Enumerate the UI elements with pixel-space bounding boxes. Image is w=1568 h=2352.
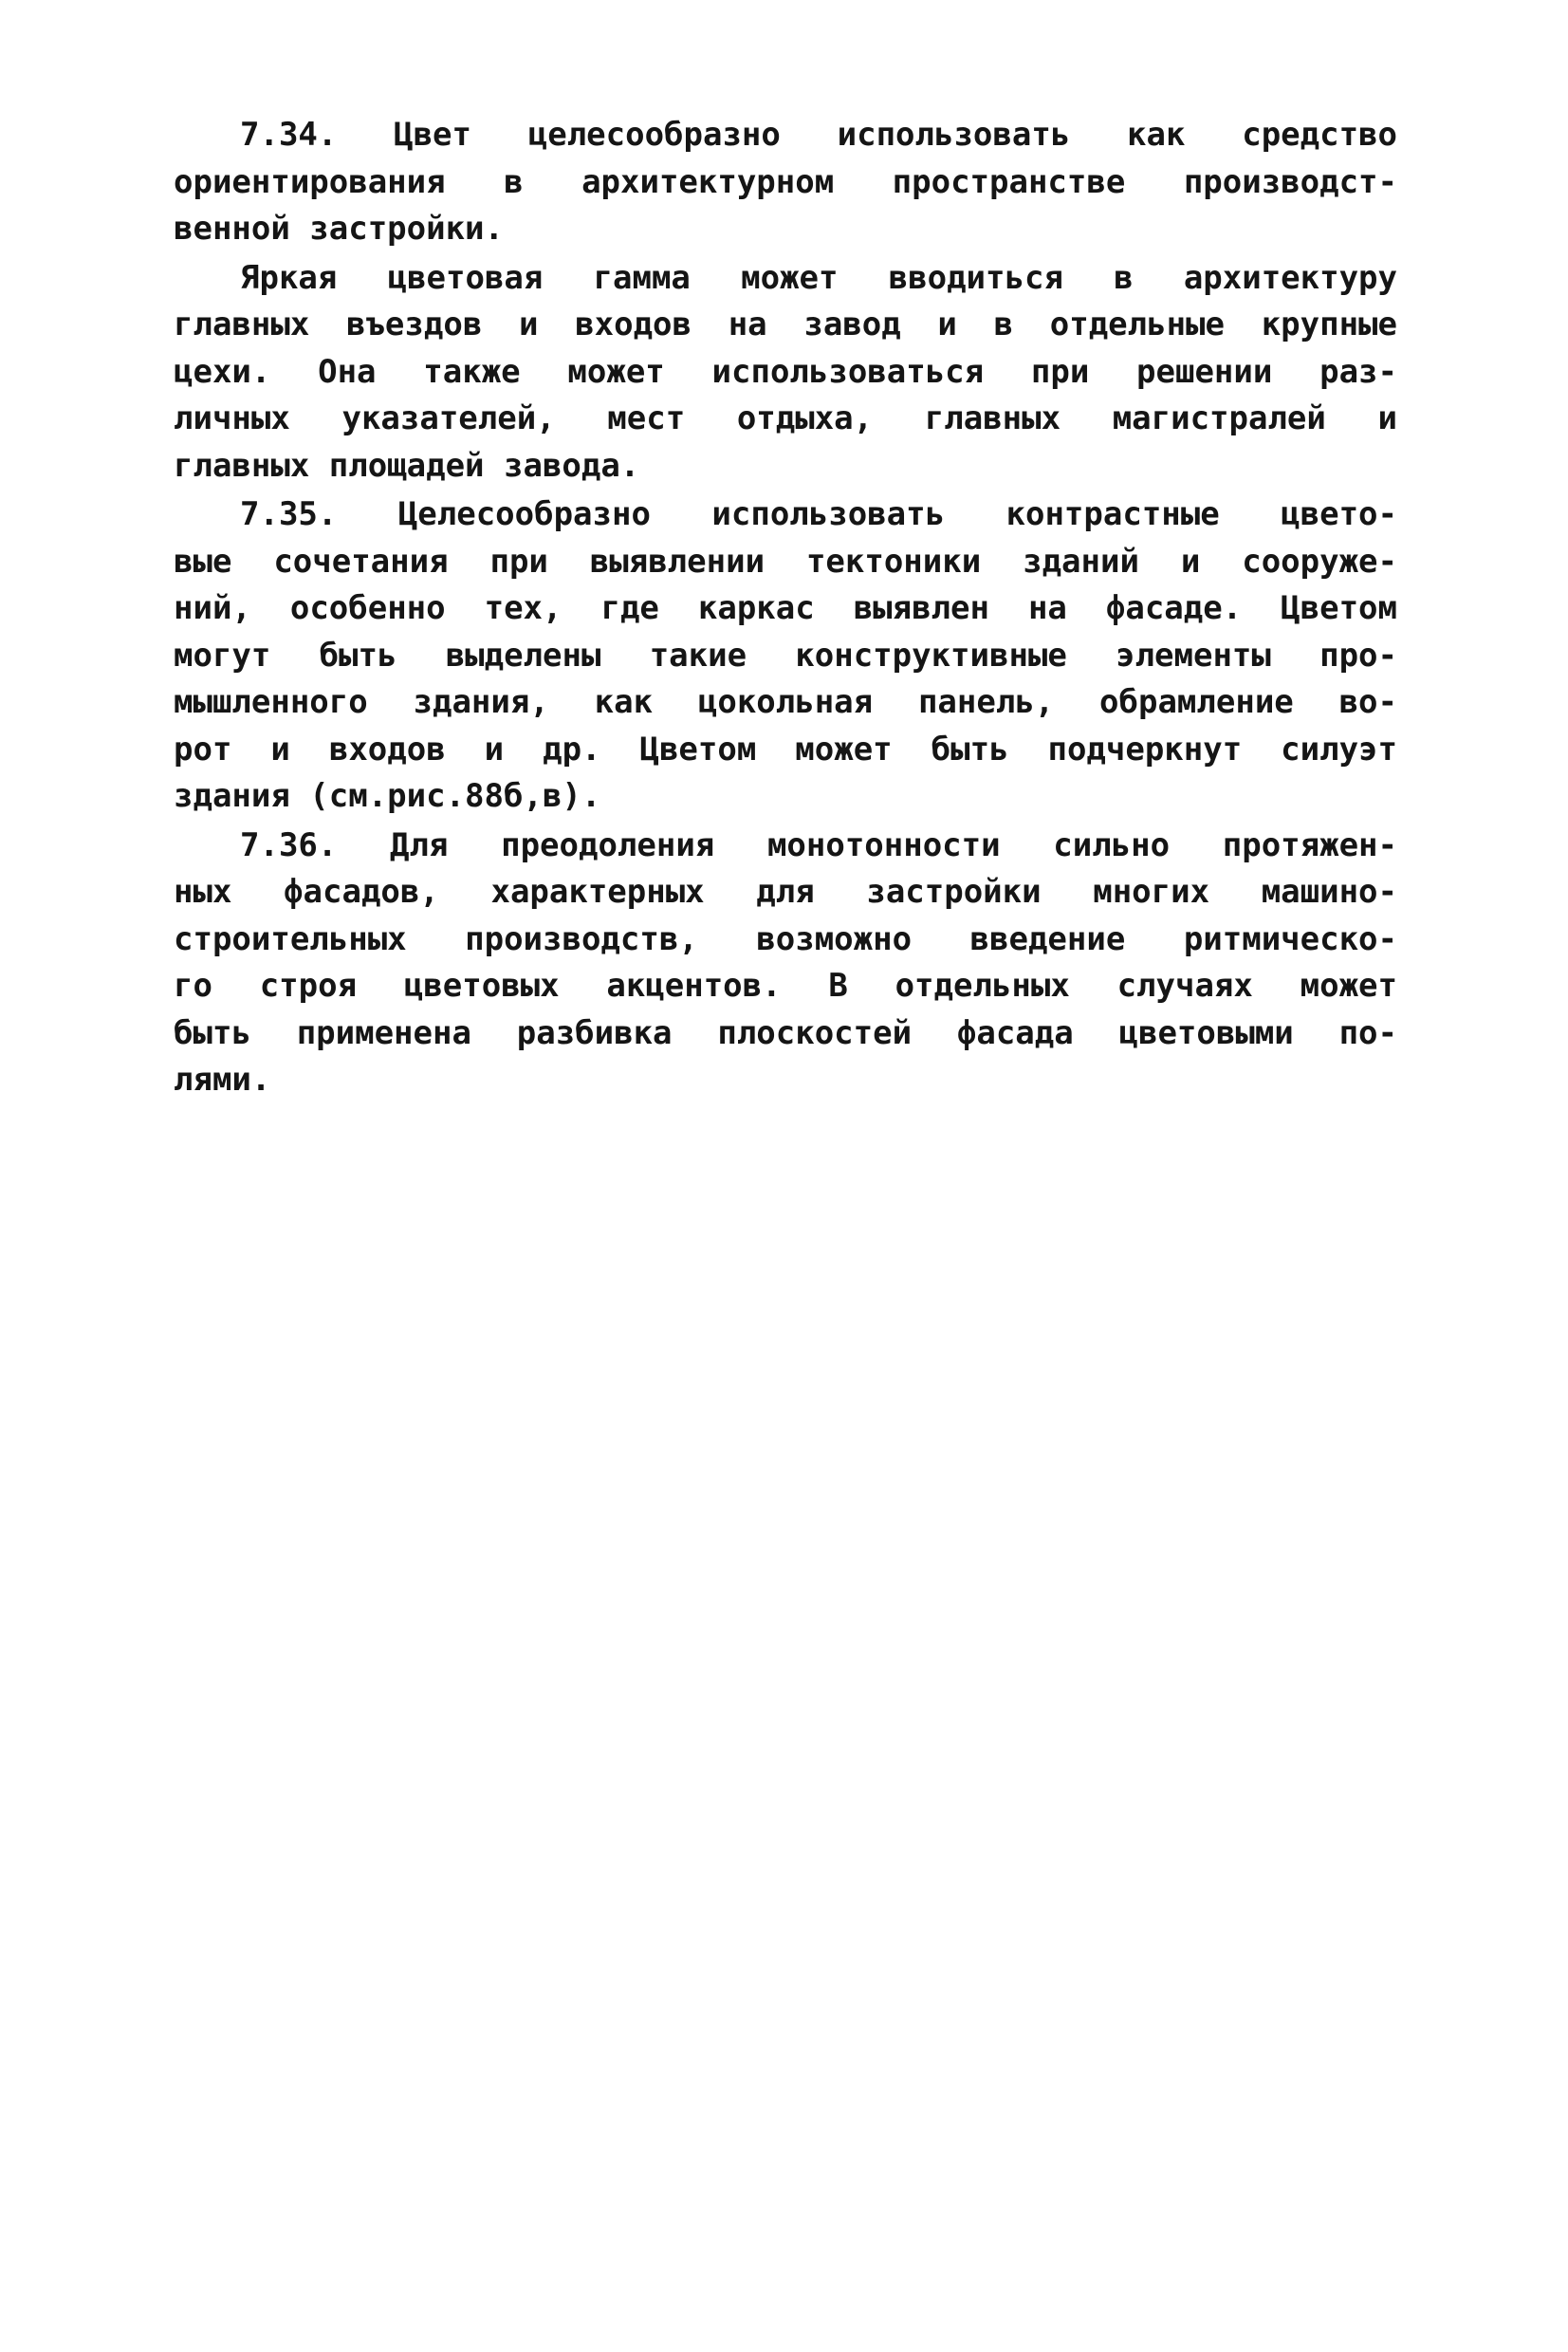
text-line: вые сочетания при выявлении тектоники зданий и сооруже- xyxy=(174,542,1397,581)
text-line: 7.34. Цвет целесообразно использовать как средство xyxy=(240,116,1397,154)
paragraph-7-36 xyxy=(174,823,1397,1104)
text-line: 7.35. Целесообразно использовать контрастные цвето- xyxy=(240,495,1397,533)
text-line: здания (см.рис.88б,в). xyxy=(174,777,601,815)
paragraph-7-34 xyxy=(174,112,1397,253)
text-line: 7.36. Для преодоления монотонности сильно протяжен- xyxy=(240,825,1397,864)
text-line: ориентирования в архитектурном пространстве производст- xyxy=(174,162,1397,201)
paragraph-7-35 xyxy=(174,491,1397,821)
body-text xyxy=(174,112,1397,1106)
text-line: главных въездов и входов на завод и в отдельные крупные xyxy=(174,306,1397,343)
text-line: личных указателей, мест отдыха, главных магистралей и xyxy=(174,399,1397,437)
text-line: цехи. Она также может использоваться при решении раз- xyxy=(174,352,1397,391)
text-line: Яркая цветовая гамма может вводиться в архитектуру xyxy=(240,258,1397,297)
text-line: мышленного здания, как цокольная панель, обрамление во- xyxy=(174,683,1397,721)
text-line: лями. xyxy=(174,1061,271,1099)
text-line: могут быть выделены такие конструктивные элементы про- xyxy=(174,636,1397,675)
text-line: главных площадей завода. xyxy=(174,446,640,485)
text-line: ных фасадов, характерных для застройки многих машино- xyxy=(174,873,1397,911)
text-line: венной застройки. xyxy=(174,210,504,248)
text-line: го строя цветовых акцентов. В отдельных случаях может xyxy=(174,967,1397,1005)
text-line: быть применена разбивка плоскостей фасада цветовыми по- xyxy=(174,1013,1397,1052)
text-line: ний, особенно тех, где каркас выявлен на фасаде. Цветом xyxy=(174,589,1397,627)
paragraph-bright-colors xyxy=(174,255,1397,491)
text-line: рот и входов и др. Цветом может быть подчеркнут силуэт xyxy=(174,730,1397,769)
text-line: строительных производств, возможно введение ритмическо- xyxy=(174,919,1397,958)
